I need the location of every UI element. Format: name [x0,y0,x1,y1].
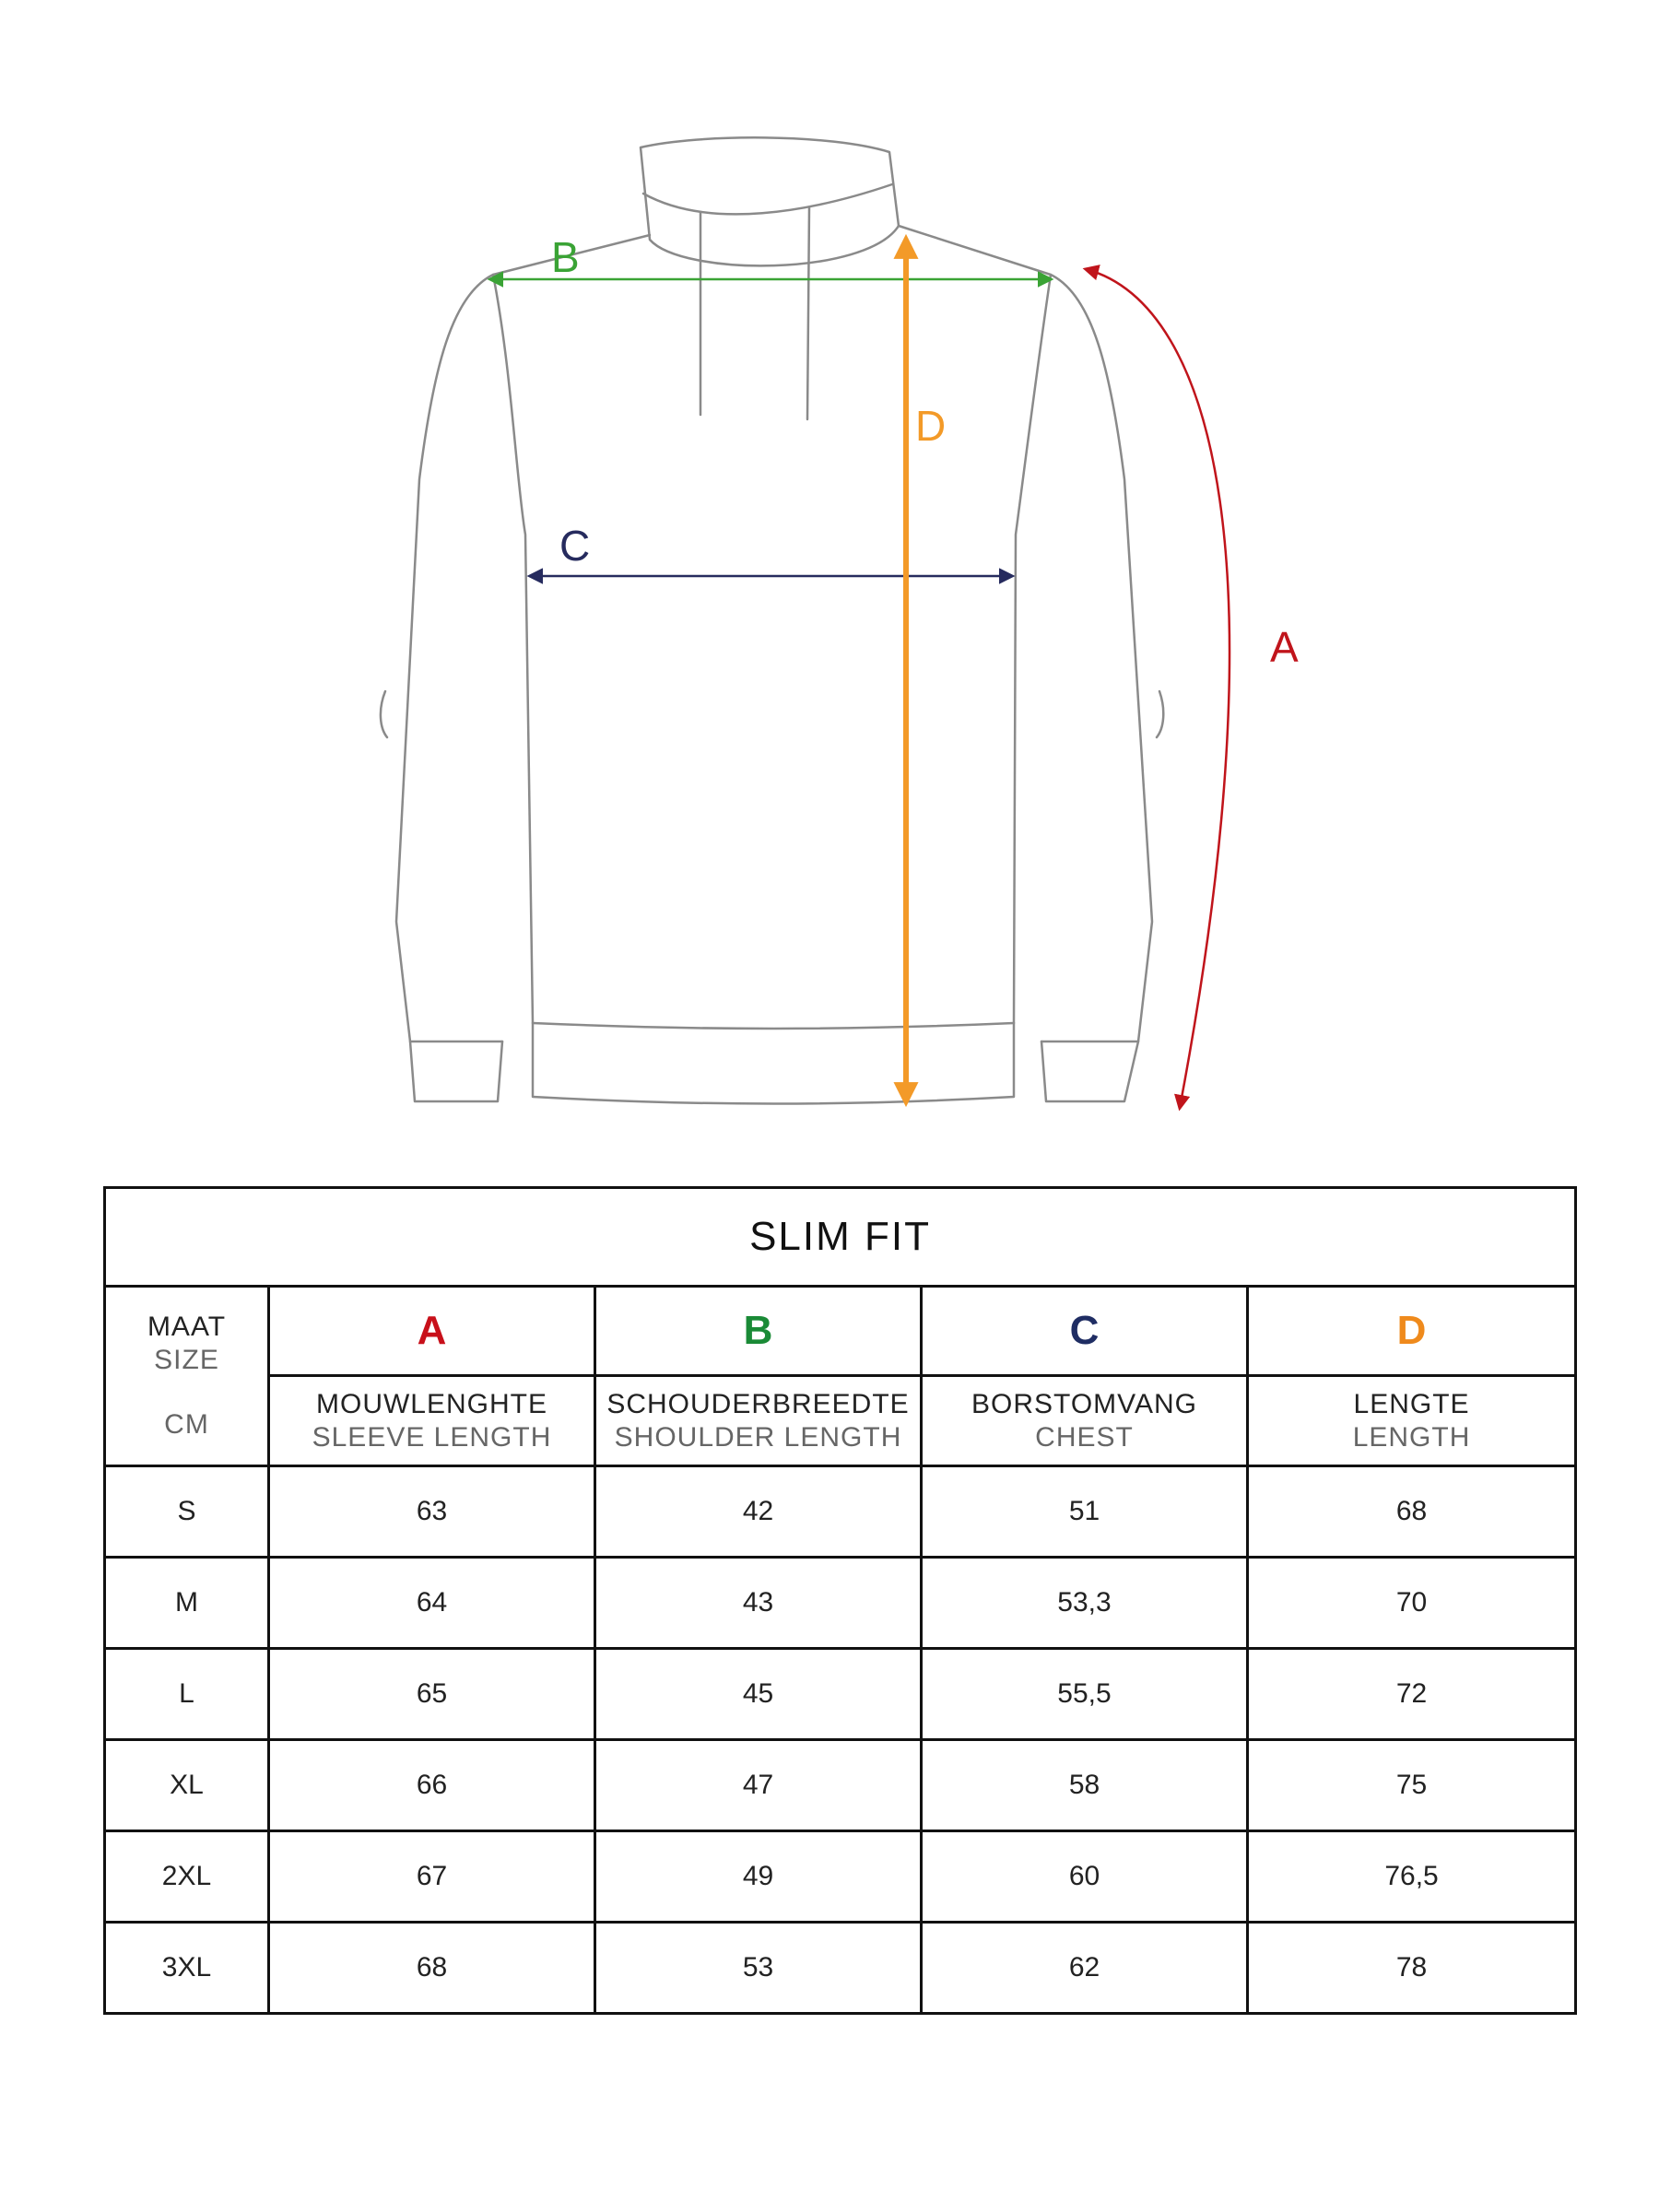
column-header-shoulder-length: SCHOUDERBREEDTE SHOULDER LENGTH [595,1376,922,1466]
length-cell: 76,5 [1248,1831,1576,1923]
column-letter-a: A [269,1287,595,1376]
shoulder-length-cell: 49 [595,1831,922,1923]
dimension-c-label: C [559,522,591,570]
shoulder-length-cell: 53 [595,1923,922,2014]
table-row [105,1558,1576,1649]
size-cell: L [105,1649,269,1740]
size-chart-table [103,1186,1577,2015]
sweater-outline [381,137,1163,1103]
dimension-a-label: A [1270,623,1299,671]
size-header-maat: MAAT [147,1312,227,1342]
column-letter-b: B [595,1287,922,1376]
length-cell: 72 [1248,1649,1576,1740]
size-cell: XL [105,1740,269,1831]
table-row [105,1740,1576,1831]
column-header-chest: BORSTOMVANG CHEST [922,1376,1248,1466]
size-header-cell [105,1287,269,1466]
length-cell: 68 [1248,1466,1576,1558]
size-cell: M [105,1558,269,1649]
shoulder-length-cell: 47 [595,1740,922,1831]
shoulder-length-cell: 43 [595,1558,922,1649]
shoulder-length-cell: 42 [595,1466,922,1558]
table-title: SLIM FIT [105,1188,1576,1287]
sleeve-length-cell: 64 [269,1558,595,1649]
chest-cell: 62 [922,1923,1248,2014]
sleeve-length-cell: 68 [269,1923,595,2014]
chest-cell: 51 [922,1466,1248,1558]
size-cell: 2XL [105,1831,269,1923]
size-header-unit: CM [164,1409,209,1440]
table-row [105,1923,1576,2014]
column-letter-d: D [1248,1287,1576,1376]
size-cell: 3XL [105,1923,269,2014]
table-row [105,1831,1576,1923]
sleeve-length-cell: 66 [269,1740,595,1831]
length-cell: 75 [1248,1740,1576,1831]
length-cell: 78 [1248,1923,1576,2014]
size-cell: S [105,1466,269,1558]
chest-cell: 53,3 [922,1558,1248,1649]
dimension-b-label: B [551,233,580,281]
dimension-a-arc [1086,269,1230,1108]
chest-cell: 60 [922,1831,1248,1923]
chest-cell: 55,5 [922,1649,1248,1740]
column-letter-c: C [922,1287,1248,1376]
table-row [105,1649,1576,1740]
table-row [105,1466,1576,1558]
shoulder-length-cell: 45 [595,1649,922,1740]
dimension-d-label: D [915,402,947,450]
size-header-size: SIZE [154,1345,219,1375]
sleeve-length-cell: 67 [269,1831,595,1923]
column-header-length: LENGTE LENGTH [1248,1376,1576,1466]
sleeve-length-cell: 63 [269,1466,595,1558]
column-header-sleeve-length: MOUWLENGHTE SLEEVE LENGTH [269,1376,595,1466]
chest-cell: 58 [922,1740,1248,1831]
sleeve-length-cell: 65 [269,1649,595,1740]
length-cell: 70 [1248,1558,1576,1649]
